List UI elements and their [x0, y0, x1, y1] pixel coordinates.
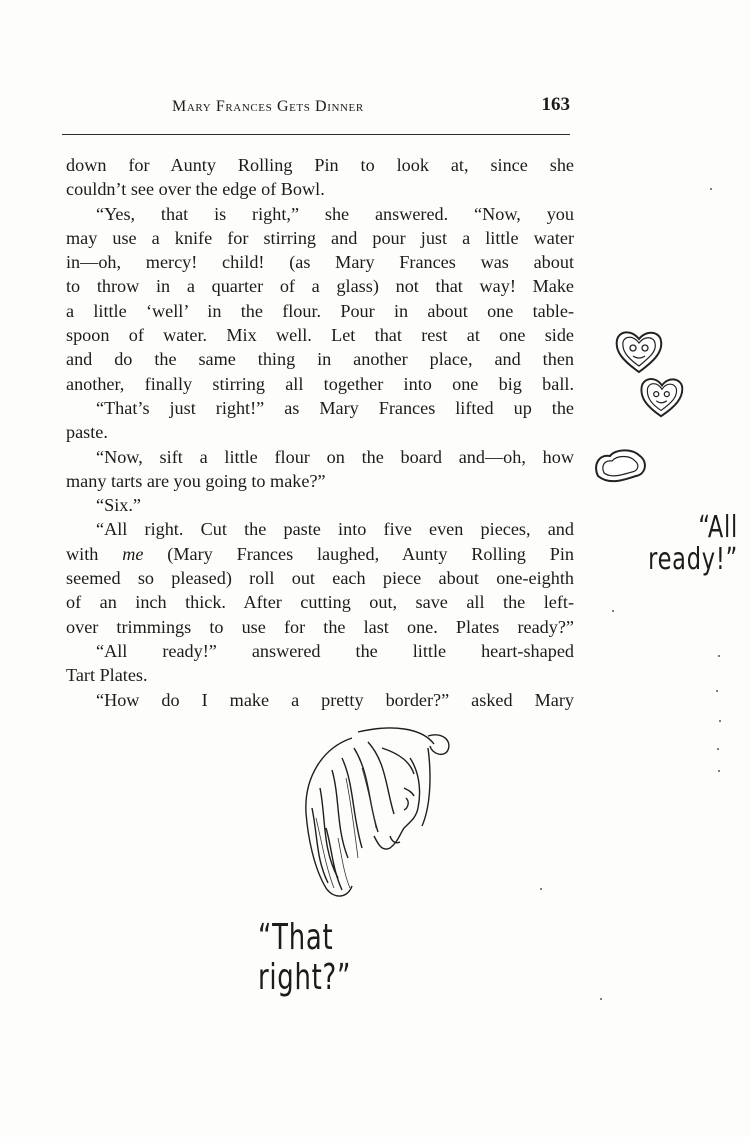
text-line — [66, 542, 574, 566]
scan-speck — [718, 770, 720, 772]
scan-speck — [540, 888, 542, 890]
scan-speck — [716, 690, 718, 692]
scan-speck — [718, 655, 720, 657]
text-line: “Now, sift a little flour on the board and—oh, how — [96, 446, 574, 467]
text-line: seemed so pleased) roll out each piece about one-eighth — [66, 568, 574, 589]
scan-speck — [719, 720, 721, 722]
scan-speck — [717, 748, 719, 750]
text-line: couldn’t see over the edge of Bowl. — [66, 179, 325, 200]
page-header — [62, 90, 572, 126]
margin-caption-line: “All — [698, 510, 738, 545]
text-line: “All ready!” answered the little heart-shaped — [96, 640, 574, 661]
heart-tart-plate-face-icon — [636, 370, 688, 422]
scan-speck — [710, 188, 712, 190]
text-run: (Mary Frances laughed, Aunty Rolling Pin — [143, 543, 574, 564]
text-line: another, finally stirring all together into one big ball. — [66, 373, 574, 394]
scan-speck — [612, 610, 614, 612]
text-line: Tart Plates. — [66, 665, 148, 686]
running-title: Mary Frances Gets Dinner — [172, 98, 364, 115]
text-line: many tarts are you going to make?” — [66, 470, 326, 491]
text-line: “All right. Cut the paste into five even pieces, and — [96, 519, 574, 540]
margin-caption-line: ready!” — [648, 542, 738, 577]
text-line: spoon of water. Mix well. Let that rest at one side — [66, 325, 574, 346]
text-line: “That’s just right!” as Mary Frances lifted up the — [96, 397, 574, 418]
text-line: down for Aunty Rolling Pin to look at, since she — [66, 155, 574, 175]
text-line: of an inch thick. After cutting out, save all the left- — [66, 592, 574, 613]
text-line: paste. — [66, 422, 108, 443]
text-line: to throw in a quarter of a glass) not that way! Make — [66, 276, 574, 297]
emphasis-me: me — [122, 543, 144, 564]
text-line: may use a knife for stirring and pour just a little water — [66, 227, 574, 248]
text-run: with — [66, 543, 123, 564]
page-number: 163 — [541, 94, 570, 115]
body-text — [66, 153, 574, 712]
header-rule — [62, 134, 570, 135]
text-line: “How do I make a pretty border?” asked Mary — [96, 689, 574, 710]
girl-head-sketch-icon — [282, 718, 462, 908]
text-line: over trimmings to use for the last one. Plates ready?” — [66, 616, 574, 637]
text-line: “Six.” — [96, 495, 141, 516]
text-line: and do the same thing in another place, and then — [66, 349, 574, 370]
heart-tart-plate-icon — [590, 446, 652, 490]
figure-caption: “That right?” — [258, 917, 352, 998]
text-line: “Yes, that is right,” she answered. “Now, you — [96, 203, 574, 224]
text-line: a little ‘well’ in the flour. Pour in about one table- — [66, 300, 574, 321]
scan-speck — [600, 998, 602, 1000]
text-line: in—oh, mercy! child! (as Mary Frances was about — [66, 252, 574, 273]
margin-caption — [633, 512, 738, 576]
